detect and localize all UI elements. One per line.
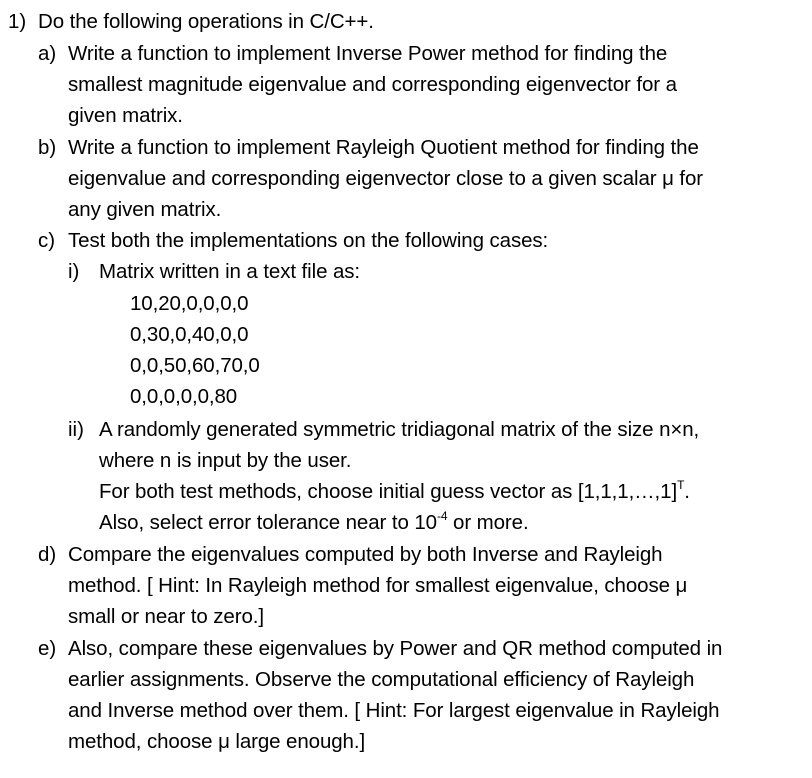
matrix-row-1: 10,20,0,0,0,0 (130, 292, 249, 315)
item-c-ii-line-4 (99, 507, 529, 538)
item-b-marker: b) (38, 136, 57, 159)
item-b-line-3: any given matrix. (68, 198, 222, 221)
question-number: 1) (8, 10, 27, 33)
item-e-marker: e) (38, 637, 57, 660)
item-e-line-4: method, choose μ large enough.] (68, 730, 366, 753)
item-c-ii-line-3 (99, 476, 690, 507)
item-d-line-1: Compare the eigenvalues computed by both Inverse and Rayleigh (68, 543, 663, 566)
tolerance-suffix: or more. (447, 511, 529, 534)
exponent-superscript: -4 (436, 509, 448, 523)
matrix-row-2: 0,30,0,40,0,0 (130, 323, 249, 346)
item-c-marker: c) (38, 229, 56, 252)
item-c-i-text: Matrix written in a text file as: (99, 260, 361, 283)
tolerance-text: Also, select error tolerance near to 10 (99, 511, 437, 534)
item-a-line-3: given matrix. (68, 104, 183, 127)
matrix-row-4: 0,0,0,0,0,80 (130, 385, 238, 408)
item-e-line-1: Also, compare these eigenvalues by Power and QR method computed in (68, 637, 723, 660)
item-b-line-1: Write a function to implement Rayleigh Quotient method for finding the (68, 136, 699, 159)
item-d-line-3: small or near to zero.] (68, 605, 264, 628)
initial-guess-suffix: . (684, 480, 690, 503)
item-c-ii-marker: ii) (68, 418, 84, 441)
question-title: Do the following operations in C/C++. (38, 10, 374, 33)
item-e-line-2: earlier assignments. Observe the computational efficiency of Rayleigh (68, 668, 695, 691)
initial-guess-text: For both test methods, choose initial guess vector as [1,1,1,…,1] (99, 480, 678, 503)
transpose-superscript: T (677, 478, 685, 492)
item-c-ii-line-1: A randomly generated symmetric tridiagonal matrix of the size n×n, (99, 418, 700, 441)
item-c-ii-line-2: where n is input by the user. (99, 449, 352, 472)
item-d-line-2: method. [ Hint: In Rayleigh method for smallest eigenvalue, choose μ (68, 574, 688, 597)
item-e-line-3: and Inverse method over them. [ Hint: For largest eigenvalue in Rayleigh (68, 699, 720, 722)
item-a-line-1: Write a function to implement Inverse Power method for finding the (68, 42, 668, 65)
item-d-marker: d) (38, 543, 57, 566)
item-c-line-1: Test both the implementations on the following cases: (68, 229, 549, 252)
item-a-line-2: smallest magnitude eigenvalue and corresponding eigenvector for a (68, 73, 677, 96)
item-b-line-2: eigenvalue and corresponding eigenvector close to a given scalar μ for (68, 167, 704, 190)
item-a-marker: a) (38, 42, 57, 65)
item-c-i-marker: i) (68, 260, 80, 283)
matrix-row-3: 0,0,50,60,70,0 (130, 354, 260, 377)
